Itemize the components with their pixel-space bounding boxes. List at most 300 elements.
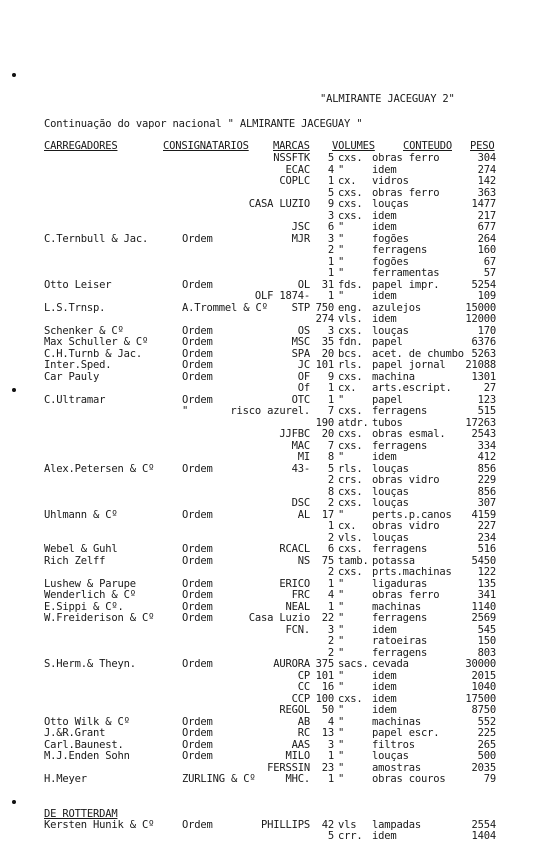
cell-carregador: Kersten Hunik & Cº <box>44 819 155 831</box>
cell-quantidade: 3 <box>327 209 334 222</box>
cell-quantidade: 2 <box>327 531 334 544</box>
cell-unidade: cxs. <box>338 370 363 383</box>
cell-peso: 225 <box>477 727 496 739</box>
cell-carregador: M.J.Enden Sohn <box>44 750 130 762</box>
cell-peso: 8750 <box>471 704 496 716</box>
cell-quantidade: 7 <box>327 439 334 452</box>
cell-marca: AB <box>297 715 310 728</box>
cell-peso: 15000 <box>465 301 496 314</box>
cell-conteudo: azulejos <box>372 301 421 314</box>
cell-peso: 2035 <box>471 761 496 774</box>
cell-quantidade: 2 <box>327 497 334 509</box>
cell-quantidade: 101 <box>315 669 334 682</box>
cell-quantidade: 75 <box>321 554 334 567</box>
cell-unidade: " <box>338 646 345 659</box>
cell-marca: AAS <box>291 738 310 751</box>
cell-quantidade: 31 <box>321 278 334 291</box>
cell-peso: 27 <box>483 382 496 394</box>
cell-conteudo: obras ferro <box>372 152 440 164</box>
cell-conteudo: ferragens <box>372 439 428 452</box>
cell-peso: 4159 <box>471 508 496 521</box>
header-marcas: MARCAS <box>273 140 310 152</box>
cell-peso: 274 <box>477 163 496 176</box>
cell-carregador: Uhlmann & Cº <box>44 508 118 521</box>
cell-quantidade: 100 <box>315 692 334 705</box>
cell-conteudo: arts.escript. <box>372 382 452 394</box>
cell-quantidade: 20 <box>321 347 334 360</box>
cell-quantidade: 2 <box>327 646 334 659</box>
cell-marca: REGOL <box>279 704 310 716</box>
cell-conteudo: machinas <box>372 715 421 728</box>
cell-quantidade: 7 <box>327 405 334 417</box>
cell-consignatario: Ordem <box>182 554 213 567</box>
cell-conteudo: ferramentas <box>372 267 440 279</box>
cell-unidade: " <box>338 669 345 682</box>
cell-quantidade: 35 <box>321 336 334 348</box>
cell-consignatario: Ordem <box>182 324 213 337</box>
cell-quantidade: 101 <box>315 359 334 371</box>
cell-peso: 17500 <box>465 692 496 705</box>
cell-conteudo: ferragens <box>372 543 428 555</box>
cell-quantidade: 2 <box>327 244 334 256</box>
cell-conteudo: papel jornal <box>372 359 446 371</box>
cell-carregador: Wenderlich & Cº <box>44 589 136 601</box>
punch-hole-mark <box>12 73 16 77</box>
cell-carregador: C.Ultramar <box>44 393 106 406</box>
cell-carregador: Max Schuller & Cº <box>44 336 149 348</box>
cell-unidade: vls. <box>338 313 363 325</box>
cell-conteudo: amostras <box>372 761 421 774</box>
cell-consignatario: Ordem <box>182 462 213 475</box>
cell-unidade: crs. <box>338 474 363 486</box>
cell-conteudo: idem <box>372 623 397 636</box>
cell-carregador: E.Sippi & Cº. <box>44 600 124 613</box>
cell-peso: 67 <box>483 255 496 268</box>
cell-peso: 2543 <box>471 428 496 440</box>
cell-unidade: vls <box>338 819 357 831</box>
cell-marca: CCP <box>291 692 310 705</box>
cell-carregador: Otto Wilk & Cº <box>44 715 130 728</box>
cell-peso: 123 <box>477 393 496 406</box>
cell-quantidade: 1 <box>327 577 334 590</box>
cell-unidade: cxs. <box>338 198 363 210</box>
cell-marca: ECAC <box>285 163 310 176</box>
cell-carregador: H.Meyer <box>44 773 87 785</box>
cell-unidade: crr. <box>338 829 363 842</box>
cell-marca: NS <box>297 554 310 567</box>
cell-unidade: " <box>338 738 345 751</box>
cell-peso: 500 <box>477 750 496 762</box>
cell-unidade: cx. <box>338 520 357 532</box>
cell-consignatario: Ordem <box>182 738 213 751</box>
cell-consignatario: Ordem <box>182 393 213 406</box>
cell-carregador: Inter.Sped. <box>44 359 112 371</box>
cell-marca: COPLC <box>279 175 310 187</box>
cell-consignatario: Ordem <box>182 370 213 383</box>
cell-peso: 217 <box>477 209 496 222</box>
cell-carregador: S.Herm.& Theyn. <box>44 658 136 670</box>
cell-unidade: atdr. <box>338 416 369 429</box>
cell-marca: JSC <box>291 221 310 233</box>
cell-unidade: " <box>338 750 345 762</box>
cell-quantidade: 5 <box>327 152 334 164</box>
cell-marca: FCN. <box>285 623 310 636</box>
cell-quantidade: 16 <box>321 681 334 693</box>
cell-unidade: rls. <box>338 462 363 475</box>
continuation-line: Continuação do vapor nacional " ALMIRANTE JACEGUAY " <box>44 118 363 130</box>
cell-unidade: " <box>338 681 345 693</box>
cell-carregador: W.Freiderison & Cº <box>44 612 155 624</box>
cell-conteudo: ligaduras <box>372 577 428 590</box>
cell-consignatario: Ordem <box>182 589 213 601</box>
cell-unidade: " <box>338 508 345 521</box>
cell-marca: risco azurel. <box>230 405 310 417</box>
cell-conteudo: idem <box>372 692 397 705</box>
cell-peso: 856 <box>477 485 496 498</box>
cell-conteudo: filtros <box>372 738 415 751</box>
cell-conteudo: louças <box>372 462 409 475</box>
cell-unidade: cxs. <box>338 152 363 164</box>
cell-quantidade: 1 <box>327 175 334 187</box>
cell-marca: OLF 1874- <box>254 290 310 302</box>
cell-marca: AURORA <box>273 658 310 670</box>
cell-unidade: cxs. <box>338 566 363 578</box>
cell-consignatario: Ordem <box>182 347 213 360</box>
cell-quantidade: 2 <box>327 635 334 647</box>
cell-conteudo: fogões <box>372 255 409 268</box>
cell-unidade: " <box>338 715 345 728</box>
cell-quantidade: 1 <box>327 290 334 302</box>
cell-consignatario: Ordem <box>182 543 213 555</box>
cell-carregador: Alex.Petersen & Cº <box>44 462 155 475</box>
cell-conteudo: prts.machinas <box>372 566 452 578</box>
cell-marca: OS <box>297 324 310 337</box>
cell-unidade: " <box>338 773 345 785</box>
cell-conteudo: obras couros <box>372 773 446 785</box>
cell-peso: 545 <box>477 623 496 636</box>
cell-quantidade: 1 <box>327 255 334 268</box>
cell-conteudo: louças <box>372 750 409 762</box>
cell-consignatario: Ordem <box>182 658 213 670</box>
cell-conteudo: obras esmal. <box>372 428 446 440</box>
cell-consignatario: Ordem <box>182 612 213 624</box>
cell-peso: 412 <box>477 451 496 463</box>
cell-unidade: " <box>338 727 345 739</box>
cell-carregador: Car Pauly <box>44 370 100 383</box>
cell-carregador: C.Ternbull & Jac. <box>44 232 149 245</box>
cell-peso: 264 <box>477 232 496 245</box>
cell-unidade: cxs. <box>338 485 363 498</box>
cell-marca: MJR <box>291 232 310 245</box>
cell-unidade: eng. <box>338 301 363 314</box>
header-carregadores: CARREGADORES <box>44 140 118 152</box>
cell-conteudo: ferragens <box>372 612 428 624</box>
cell-unidade: " <box>338 635 345 647</box>
cell-marca: FERSSIN <box>267 761 310 774</box>
cell-unidade: cxs. <box>338 543 363 555</box>
cell-peso: 2569 <box>471 612 496 624</box>
cell-quantidade: 5 <box>327 462 334 475</box>
cell-marca: CC <box>297 681 310 693</box>
cell-unidade: " <box>338 221 345 233</box>
cell-conteudo: ferragens <box>372 405 428 417</box>
cell-marca: CASA LUZIO <box>248 198 310 210</box>
cell-carregador: Rich Zelff <box>44 554 106 567</box>
cell-conteudo: ferragens <box>372 646 428 659</box>
cell-peso: 150 <box>477 635 496 647</box>
cell-conteudo: papel impr. <box>372 278 440 291</box>
cell-marca: MSC <box>291 336 310 348</box>
cell-unidade: cxs. <box>338 439 363 452</box>
cell-peso: 304 <box>477 152 496 164</box>
cell-unidade: fdn. <box>338 336 363 348</box>
cell-quantidade: 9 <box>327 370 334 383</box>
cell-marca: CP <box>297 669 310 682</box>
cell-quantidade: 4 <box>327 715 334 728</box>
cell-quantidade: 3 <box>327 232 334 245</box>
cell-peso: 5254 <box>471 278 496 291</box>
cell-marca: MHC. <box>285 773 310 785</box>
cell-quantidade: 8 <box>327 451 334 463</box>
cell-peso: 1477 <box>471 198 496 210</box>
cell-peso: 30000 <box>465 658 496 670</box>
cell-peso: 109 <box>477 290 496 302</box>
cell-unidade: cxs. <box>338 497 363 509</box>
cell-marca: Casa Luzio <box>248 612 310 624</box>
cell-unidade: " <box>338 761 345 774</box>
cell-quantidade: 13 <box>321 727 334 739</box>
cell-unidade: rls. <box>338 359 363 371</box>
cell-consignatario: Ordem <box>182 750 213 762</box>
cell-quantidade: 3 <box>327 324 334 337</box>
cell-conteudo: louças <box>372 497 409 509</box>
cell-consignatario: Ordem <box>182 278 213 291</box>
cell-consignatario: " <box>182 405 189 417</box>
cell-carregador: Webel & Guhl <box>44 543 118 555</box>
cell-marca: SPA <box>291 347 310 360</box>
cell-conteudo: idem <box>372 290 397 302</box>
header-peso: PESO <box>470 140 495 152</box>
cell-peso: 363 <box>477 186 496 199</box>
cell-peso: 170 <box>477 324 496 337</box>
cell-quantidade: 5 <box>327 829 334 842</box>
cell-peso: 5263 <box>471 347 496 360</box>
cell-consignatario: Ordem <box>182 232 213 245</box>
cell-peso: 12000 <box>465 313 496 325</box>
cell-conteudo: idem <box>372 704 397 716</box>
cell-conteudo: obras vidro <box>372 520 440 532</box>
cell-conteudo: ferragens <box>372 244 428 256</box>
cell-consignatario: Ordem <box>182 727 213 739</box>
cell-peso: 516 <box>477 543 496 555</box>
cell-peso: 677 <box>477 221 496 233</box>
cell-unidade: bcs. <box>338 347 363 360</box>
cell-conteudo: idem <box>372 313 397 325</box>
cell-marca: AL <box>297 508 310 521</box>
cell-quantidade: 3 <box>327 623 334 636</box>
cell-conteudo: lampadas <box>372 819 421 831</box>
cell-unidade: " <box>338 577 345 590</box>
cell-unidade: fds. <box>338 278 363 291</box>
cell-unidade: sacs. <box>338 658 369 670</box>
cell-quantidade: 1 <box>327 393 334 406</box>
cell-unidade: " <box>338 255 345 268</box>
cell-quantidade: 5 <box>327 186 334 199</box>
cell-quantidade: 1 <box>327 267 334 279</box>
cell-peso: 334 <box>477 439 496 452</box>
cell-quantidade: 274 <box>315 313 334 325</box>
cell-unidade: " <box>338 600 345 613</box>
cell-peso: 229 <box>477 474 496 486</box>
cell-conteudo: obras ferro <box>372 186 440 199</box>
cell-marca: OF <box>297 370 310 383</box>
cell-marca: PHILLIPS <box>261 819 310 831</box>
cell-peso: 142 <box>477 175 496 187</box>
punch-hole-mark <box>12 388 16 392</box>
cell-quantidade: 22 <box>321 612 334 624</box>
cell-consignatario: Ordem <box>182 715 213 728</box>
cell-conteudo: idem <box>372 209 397 222</box>
cell-conteudo: cevada <box>372 658 409 670</box>
cell-conteudo: potassa <box>372 554 415 567</box>
cell-quantidade: 2 <box>327 474 334 486</box>
cell-peso: 341 <box>477 589 496 601</box>
cell-marca: DSC <box>291 497 310 509</box>
cell-unidade: cx. <box>338 175 357 187</box>
cell-conteudo: tubos <box>372 416 403 429</box>
cell-quantidade: 375 <box>315 658 334 670</box>
cell-conteudo: idem <box>372 829 397 842</box>
section-de-rotterdam: DE ROTTERDAM <box>44 808 118 820</box>
cell-peso: 5450 <box>471 554 496 567</box>
cell-unidade: " <box>338 163 345 176</box>
cell-marca: JJFBC <box>279 428 310 440</box>
cell-marca: STP <box>291 301 310 314</box>
cell-consignatario: Ordem <box>182 359 213 371</box>
cell-peso: 17263 <box>465 416 496 429</box>
cell-quantidade: 4 <box>327 163 334 176</box>
cell-quantidade: 190 <box>315 416 334 429</box>
cell-marca: 43- <box>291 462 310 475</box>
cell-quantidade: 6 <box>327 543 334 555</box>
cell-marca: RC <box>297 727 310 739</box>
cell-unidade: cx. <box>338 382 357 394</box>
cell-consignatario: Ordem <box>182 508 213 521</box>
cell-marca: MI <box>297 451 310 463</box>
cell-conteudo: fogões <box>372 232 409 245</box>
cell-quantidade: 1 <box>327 773 334 785</box>
cell-quantidade: 23 <box>321 761 334 774</box>
cell-marca: ERICO <box>279 577 310 590</box>
cell-peso: 856 <box>477 462 496 475</box>
cell-conteudo: idem <box>372 669 397 682</box>
cell-peso: 1301 <box>471 370 496 383</box>
cell-unidade: vls. <box>338 531 363 544</box>
cell-consignatario: Ordem <box>182 336 213 348</box>
punch-hole-mark <box>12 800 16 804</box>
cell-marca: Of <box>297 382 310 394</box>
cell-peso: 160 <box>477 244 496 256</box>
cell-peso: 122 <box>477 566 496 578</box>
cell-peso: 2015 <box>471 669 496 682</box>
cell-conteudo: obras vidro <box>372 474 440 486</box>
cell-conteudo: machina <box>372 370 415 383</box>
cell-unidade: cxs. <box>338 405 363 417</box>
cell-conteudo: papel escr. <box>372 727 440 739</box>
cell-peso: 1140 <box>471 600 496 613</box>
cell-conteudo: louças <box>372 485 409 498</box>
cell-peso: 803 <box>477 646 496 659</box>
cell-marca: MILO <box>285 750 310 762</box>
cell-peso: 79 <box>483 773 496 785</box>
cell-conteudo: ratoeiras <box>372 635 428 647</box>
cell-quantidade: 42 <box>321 819 334 831</box>
cell-marca: FRC <box>291 589 310 601</box>
cell-quantidade: 2 <box>327 566 334 578</box>
cell-conteudo: louças <box>372 531 409 544</box>
cell-carregador: J.&R.Grant <box>44 727 106 739</box>
cell-peso: 6376 <box>471 336 496 348</box>
cell-unidade: " <box>338 451 345 463</box>
cell-conteudo: louças <box>372 198 409 210</box>
cell-consignatario: Ordem <box>182 819 213 831</box>
cell-unidade: " <box>338 267 345 279</box>
cell-quantidade: 4 <box>327 589 334 601</box>
cell-peso: 1040 <box>471 681 496 693</box>
cell-conteudo: perts.p.canos <box>372 508 452 521</box>
cell-conteudo: vidros <box>372 175 409 187</box>
cell-conteudo: acet. de chumbo <box>372 347 464 360</box>
cell-quantidade: 1 <box>327 520 334 532</box>
cell-marca: MAC <box>291 439 310 452</box>
cell-quantidade: 6 <box>327 221 334 233</box>
cell-quantidade: 750 <box>315 301 334 314</box>
cell-marca: NSSFTK <box>273 152 310 164</box>
cell-consignatario: ZURLING & Cº <box>182 773 256 785</box>
cell-conteudo: idem <box>372 221 397 233</box>
cell-carregador: Otto Leiser <box>44 278 112 291</box>
cell-consignatario: A.Trommel & Cº <box>182 301 268 314</box>
cell-unidade: " <box>338 244 345 256</box>
cell-peso: 515 <box>477 405 496 417</box>
cell-unidade: " <box>338 612 345 624</box>
cell-quantidade: 50 <box>321 704 334 716</box>
cell-quantidade: 1 <box>327 600 334 613</box>
cell-marca: OL <box>297 278 310 291</box>
cell-peso: 552 <box>477 715 496 728</box>
cell-conteudo: papel <box>372 393 403 406</box>
header-volumes: VOLUMES <box>332 140 375 152</box>
cell-consignatario: Ordem <box>182 600 213 613</box>
cell-conteudo: obras ferro <box>372 589 440 601</box>
cell-peso: 21088 <box>465 359 496 371</box>
cell-unidade: " <box>338 589 345 601</box>
cell-peso: 2554 <box>471 819 496 831</box>
cell-conteudo: louças <box>372 324 409 337</box>
header-consignatarios: CONSIGNATARIOS <box>163 140 249 152</box>
cell-quantidade: 17 <box>321 508 334 521</box>
cell-unidade: " <box>338 393 345 406</box>
cell-conteudo: papel <box>372 336 403 348</box>
cell-conteudo: idem <box>372 681 397 693</box>
cell-marca: NEAL <box>285 600 310 613</box>
cell-unidade: " <box>338 290 345 302</box>
cell-carregador: Carl.Baunest. <box>44 738 124 751</box>
cell-conteudo: idem <box>372 451 397 463</box>
cell-unidade: " <box>338 704 345 716</box>
cell-unidade: tamb. <box>338 554 369 567</box>
cell-peso: 227 <box>477 520 496 532</box>
